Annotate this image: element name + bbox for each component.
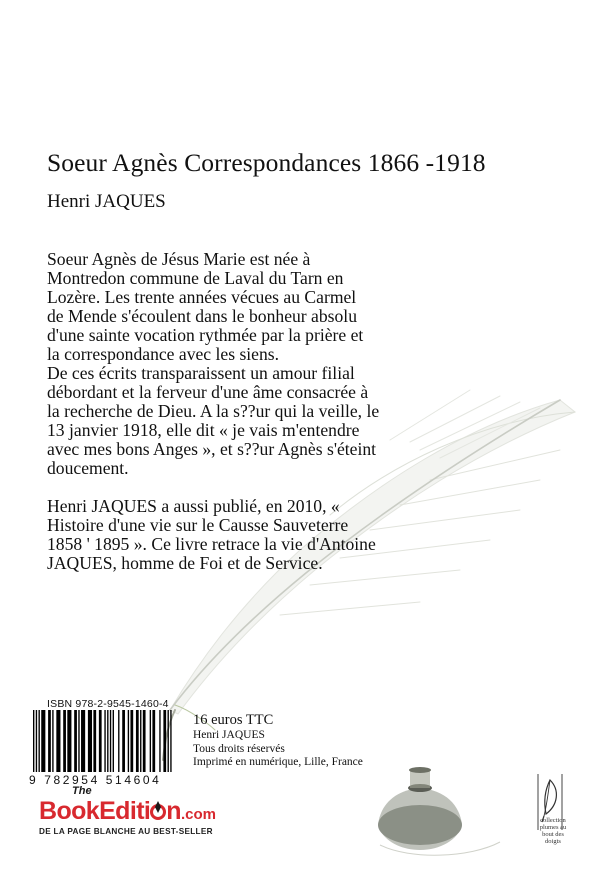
- barcode-bar: [113, 710, 114, 772]
- collection-line: doigts: [545, 838, 561, 845]
- blurb-paragraph-1: [47, 250, 567, 364]
- barcode-bar: [99, 710, 102, 772]
- barcode-bar: [168, 710, 169, 772]
- blurb-line: Histoire d'une vie sur le Causse Sauveterre: [47, 515, 349, 535]
- barcode-bar: [130, 710, 133, 772]
- barcode-bar: [63, 710, 66, 772]
- barcode-digits: 9 782954 514604: [29, 773, 162, 787]
- blurb-line: 13 janvier 1918, elle dit « je vais m'entendre: [47, 420, 360, 440]
- barcode-bar: [159, 710, 160, 772]
- barcode-bar: [93, 710, 96, 772]
- barcode-bar: [152, 710, 155, 772]
- barcode-bar: [56, 710, 60, 772]
- blurb-line: avec mes bons Anges », et s??ur Agnès s'éteint: [47, 439, 377, 459]
- barcode-bar: [110, 710, 111, 772]
- logo-prefix: The: [72, 785, 92, 797]
- barcode-bar: [170, 710, 171, 772]
- logo-tagline: DE LA PAGE BLANCHE AU BEST-SELLER: [39, 827, 213, 836]
- barcode-bar: [122, 710, 125, 772]
- blurb-line: d'une sainte vocation rythmée par la prière et: [47, 325, 364, 345]
- book-title: Soeur Agnès Correspondances 1866 -1918: [47, 148, 486, 177]
- feather-collection-icon: [520, 770, 580, 860]
- barcode-bar: [81, 710, 85, 772]
- publication-author: Henri JAQUES: [193, 729, 265, 741]
- book-author: Henri JAQUES: [47, 191, 166, 212]
- isbn-label: ISBN 978-2-9545-1460-4: [47, 698, 169, 710]
- barcode-bar: [88, 710, 92, 772]
- logo-name: BookEditi: [39, 797, 151, 825]
- barcode-bar: [78, 710, 79, 772]
- barcode-bar: [41, 710, 45, 772]
- isbn-barcode: [33, 710, 173, 772]
- blurb-line: Soeur Agnès de Jésus Marie est née à: [47, 249, 311, 269]
- blurb-line: doucement.: [47, 458, 129, 478]
- logo-domain: .com: [180, 806, 216, 823]
- barcode-bar: [140, 710, 141, 772]
- logo-wordmark: [39, 797, 216, 826]
- barcode-bar: [74, 710, 77, 772]
- publication-printing: Imprimé en numérique, Lille, France: [193, 756, 363, 768]
- blurb-line: 1858 ' 1895 ». Ce livre retrace la vie d'Antoine: [47, 534, 376, 554]
- blurb-line: la recherche de Dieu. A la s??ur qui la veille, le: [47, 401, 380, 421]
- barcode-bar: [48, 710, 51, 772]
- barcode-bar: [136, 710, 139, 772]
- barcode-bar: [36, 710, 37, 772]
- pen-nib-icon: [150, 801, 166, 821]
- barcode-bar: [150, 710, 151, 772]
- blurb-paragraph-3: [47, 497, 567, 573]
- blurb-line: De ces écrits transparaissent un amour filial: [47, 363, 355, 383]
- collection-line: bout des: [542, 831, 564, 838]
- barcode-bar: [118, 710, 119, 772]
- back-cover-blurb: [47, 250, 567, 573]
- barcode-bar: [107, 710, 108, 772]
- blurb-line: Montredon commune de Laval du Tarn en: [47, 268, 344, 288]
- logo-name-end: n: [166, 797, 181, 825]
- blurb-line: JAQUES, homme de Foi et de Service.: [47, 553, 323, 573]
- blurb-paragraph-2: [47, 364, 567, 478]
- blurb-line: la correspondance avec les siens.: [47, 344, 280, 364]
- blurb-line: Henri JAQUES a aussi publié, en 2010, «: [47, 496, 340, 516]
- barcode-bar: [143, 710, 146, 772]
- barcode-bar: [52, 710, 53, 772]
- barcode-bar: [163, 710, 166, 772]
- barcode-bar: [67, 710, 71, 772]
- blurb-line: de Mende s'écoulent dans le bonheur absolu: [47, 306, 357, 326]
- barcode-bar: [104, 710, 105, 772]
- barcode-bar: [38, 710, 39, 772]
- collection-label: [528, 817, 578, 845]
- publication-rights: Tous droits réservés: [193, 742, 285, 755]
- blurb-line: débordant et la ferveur d'une âme consacrée à: [47, 382, 369, 402]
- price: 16 euros TTC: [193, 712, 274, 728]
- collection-line: plumes au: [539, 824, 567, 831]
- publication-info: [193, 729, 363, 770]
- barcode-bar: [33, 710, 34, 772]
- barcode-bar: [128, 710, 129, 772]
- collection-line: collection: [540, 817, 566, 824]
- blurb-line: Lozère. Les trente années vécues au Carmel: [47, 287, 357, 307]
